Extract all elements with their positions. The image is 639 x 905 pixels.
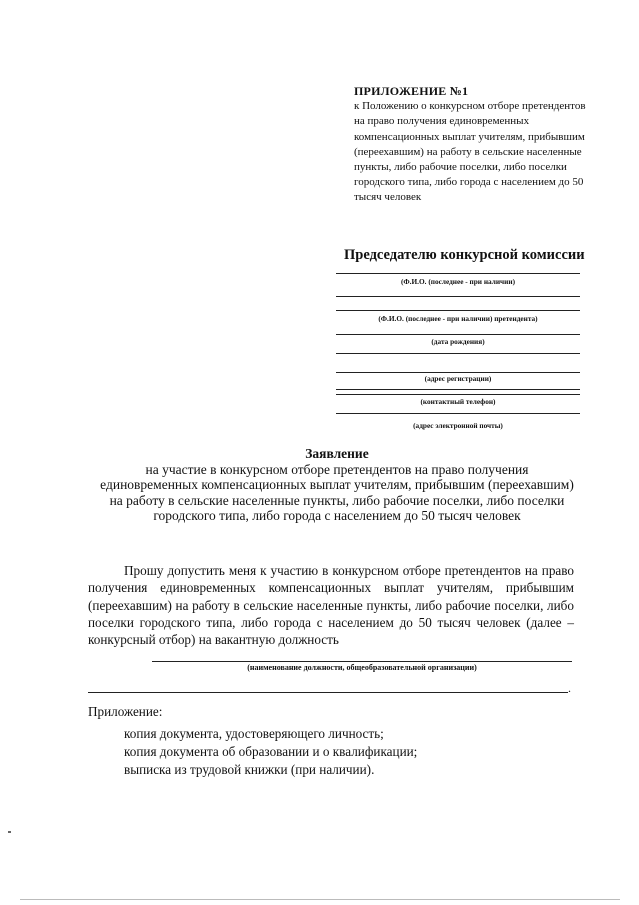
appendix-basis: к Положению о конкурсном отборе претендентов на право получения единовременных компенсационных выплат учителям, прибывшим (переехавшим) на работу в сельские населенные пункты, либо рабочие поселки, либо поселки городского типа, либо города с населением до 50 тысяч человек (354, 100, 586, 204)
attachments-list (88, 725, 568, 779)
statement-heading: Заявление (305, 446, 369, 461)
scan-speck (8, 831, 11, 833)
caption-email: (адрес электронной почты) (413, 421, 503, 430)
end-mark: . (568, 681, 571, 695)
form-line-name (336, 273, 580, 274)
form-line-email (336, 413, 580, 414)
addressee-block (336, 247, 585, 430)
vacancy-line (152, 661, 572, 662)
statement-subtitle: на участие в конкурсном отборе претендентов на право получения единовременных компенсационных выплат учителям, прибывшим (переехавшим) на работу в сельские населенные пункты, либо рабочие поселки, либо поселки городского типа, либо города с населением до 50 тысяч человек (100, 461, 574, 524)
scan-edge (20, 899, 620, 900)
attachments-label: Приложение: (88, 704, 163, 719)
attachments-block (88, 703, 568, 779)
form-line-registration (336, 372, 580, 373)
caption-phone: (контактный телефон) (420, 397, 496, 406)
vacancy-caption: (наименование должности, общеобразовательной организации) (247, 663, 477, 672)
form-line-blank-3 (336, 389, 580, 390)
attachment-item: копия документа, удостоверяющего личность; (124, 726, 384, 741)
caption-birth-date: (дата рождения) (431, 337, 485, 346)
attachment-item: выписка из трудовой книжки (при наличии). (124, 762, 375, 777)
attachment-item: копия документа об образовании и о квалификации; (124, 744, 418, 759)
addressee-to: Председателю конкурсной комиссии (344, 247, 585, 263)
form-line-applicant-name (336, 310, 580, 311)
statement-body: Прошу допустить меня к участию в конкурсном отборе претендентов на право получения единовременных компенсационных выплат учителям, прибывшим (переехавшим) на работу в сельские населенные пункты, либо рабочие поселки, либо поселки городского типа, либо города с населением до 50 тысяч человек (далее – конкурсный отбор) на вакантную должность (88, 563, 574, 648)
form-line-blank (336, 296, 580, 297)
vacancy-line-continued (88, 692, 568, 693)
form-line-phone (336, 394, 580, 395)
statement-title (98, 446, 576, 524)
caption-name: (Ф.И.О. (последнее - при наличии) (400, 277, 515, 286)
appendix-block (354, 84, 594, 206)
caption-registration: (адрес регистрации) (424, 374, 492, 383)
form-line-blank-2 (336, 353, 580, 354)
appendix-title: ПРИЛОЖЕНИЕ №1 (354, 84, 469, 98)
caption-applicant-name: (Ф.И.О. (последнее - при наличии) претендента) (378, 314, 538, 323)
form-line-birth-date (336, 334, 580, 335)
